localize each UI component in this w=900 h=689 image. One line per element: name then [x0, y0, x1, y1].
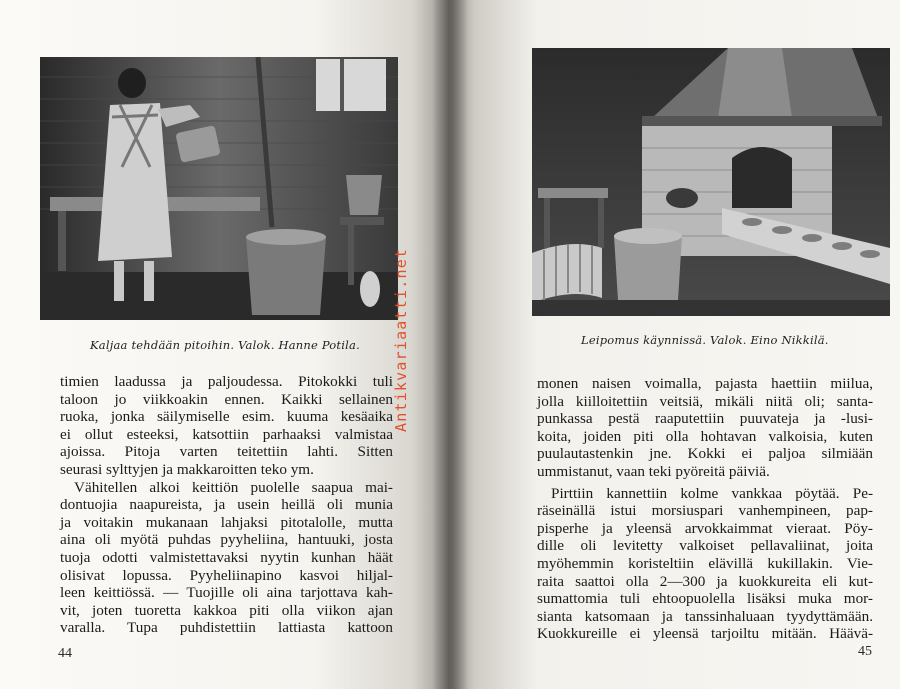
- text-line: monen naisen voimalla, pajasta haettiin miilua,: [537, 375, 873, 392]
- text-line: tuoja odotti valmistettavaksi nyytin kunhan häät: [60, 548, 393, 566]
- left-photo-caption: Kaljaa tehdään pitoihin. Valok. Hanne Potila.: [90, 338, 360, 352]
- text-line: dille oli levitetty valkoiset pellavaliinat, joita: [537, 537, 873, 555]
- text-line: seurasi sylttyjen ja makkaroitten teko ym.: [60, 460, 314, 478]
- right-photo-caption: Leipomus käynnissä. Valok. Eino Nikkilä.: [581, 333, 829, 347]
- text-line: ruoka, jonka säilymiselle esim. kuuma kesäaika: [60, 408, 393, 426]
- right-photo-bakery: [532, 48, 890, 316]
- left-photo-brewing-beer: [40, 57, 398, 320]
- text-line: olisivat lopussa. Pyyheliinapino kasvoi hiljal-: [60, 566, 393, 584]
- text-line: punkassa pestä raaputettiin puuvateja ja -lusi-: [537, 410, 873, 428]
- text-line: sianta katsomaan ja tanssinhaluaan tyydyttämään.: [537, 607, 873, 625]
- book-gutter: [432, 0, 468, 689]
- text-line: taloon jo viikkoakin ennen. Kaikki sellainen: [60, 390, 393, 408]
- text-line: myöhemmin koristeltiin elävillä kukillakin. Vie-: [537, 554, 873, 572]
- text-line: leen keittiössä. — Tuojille oli aina tarjottava kah-: [60, 584, 393, 602]
- text-line: Kuokkureille ei yleensä tarjoiltu mitään. Häävä-: [537, 625, 873, 643]
- text-line: ei ollut esteeksi, katsottiin parhaaksi valmistaa: [60, 425, 393, 443]
- text-line: ja voitakin mukanaan lahjaksi pitotalolle, mutta: [60, 513, 393, 531]
- text-line: raita saattoi olla 2—300 ja kuokkureita eli kut-: [537, 572, 873, 590]
- text-line: varalla. Tupa puhdistettiin lattiasta kattoon: [60, 619, 393, 637]
- text-line: dontuojia naapureista, ja usein heillä oli munia: [60, 496, 393, 514]
- text-line: puulautastenkin jne. Kokki ei paljoa silmiään: [537, 445, 873, 463]
- text-line: räseinällä istui morsiuspari vanhempineen, pap-: [537, 502, 873, 520]
- text-line: pisperhe ja yleensä arvokkaimmat vieraat. Pöy-: [537, 519, 873, 537]
- text-line: jolla kiilloitettiin veitsiä, mikäli niitä oli; santa-: [537, 392, 873, 410]
- left-page-body-text: [60, 373, 393, 637]
- page-number-left: 44: [58, 646, 72, 661]
- text-line: vit, joten tuoretta kakkoa piti olla viikon ajan: [60, 601, 393, 619]
- text-line: ummistanut, vaan teki pyöreitä päiviä.: [537, 462, 770, 480]
- text-line: ajoissa. Pitoja varten teitettiin lahti. Sitten: [60, 443, 393, 461]
- page-number-right: 45: [858, 644, 872, 659]
- watermark: [392, 247, 412, 432]
- text-line: koita, joiden piti olla hohtavan valkoisia, kuten: [537, 427, 873, 445]
- text-line: timien laadussa ja paljoudessa. Pitokokki tuli: [60, 373, 393, 390]
- watermark-text: Antikvariaatti.net: [392, 247, 410, 432]
- text-line: aina oli myötä puhdas pyyheliina, hantuuki, josta: [60, 531, 393, 549]
- text-line: sumattomia tuli ehtoopuolella lisäksi muka mor-: [537, 590, 873, 608]
- text-line: Vähitellen alkoi keittiön puolelle saapua mai-: [74, 478, 393, 496]
- right-page-body-text: [537, 375, 873, 643]
- text-line: Pirttiin kannettiin kolme vankkaa pöytää. Pe-: [551, 484, 873, 502]
